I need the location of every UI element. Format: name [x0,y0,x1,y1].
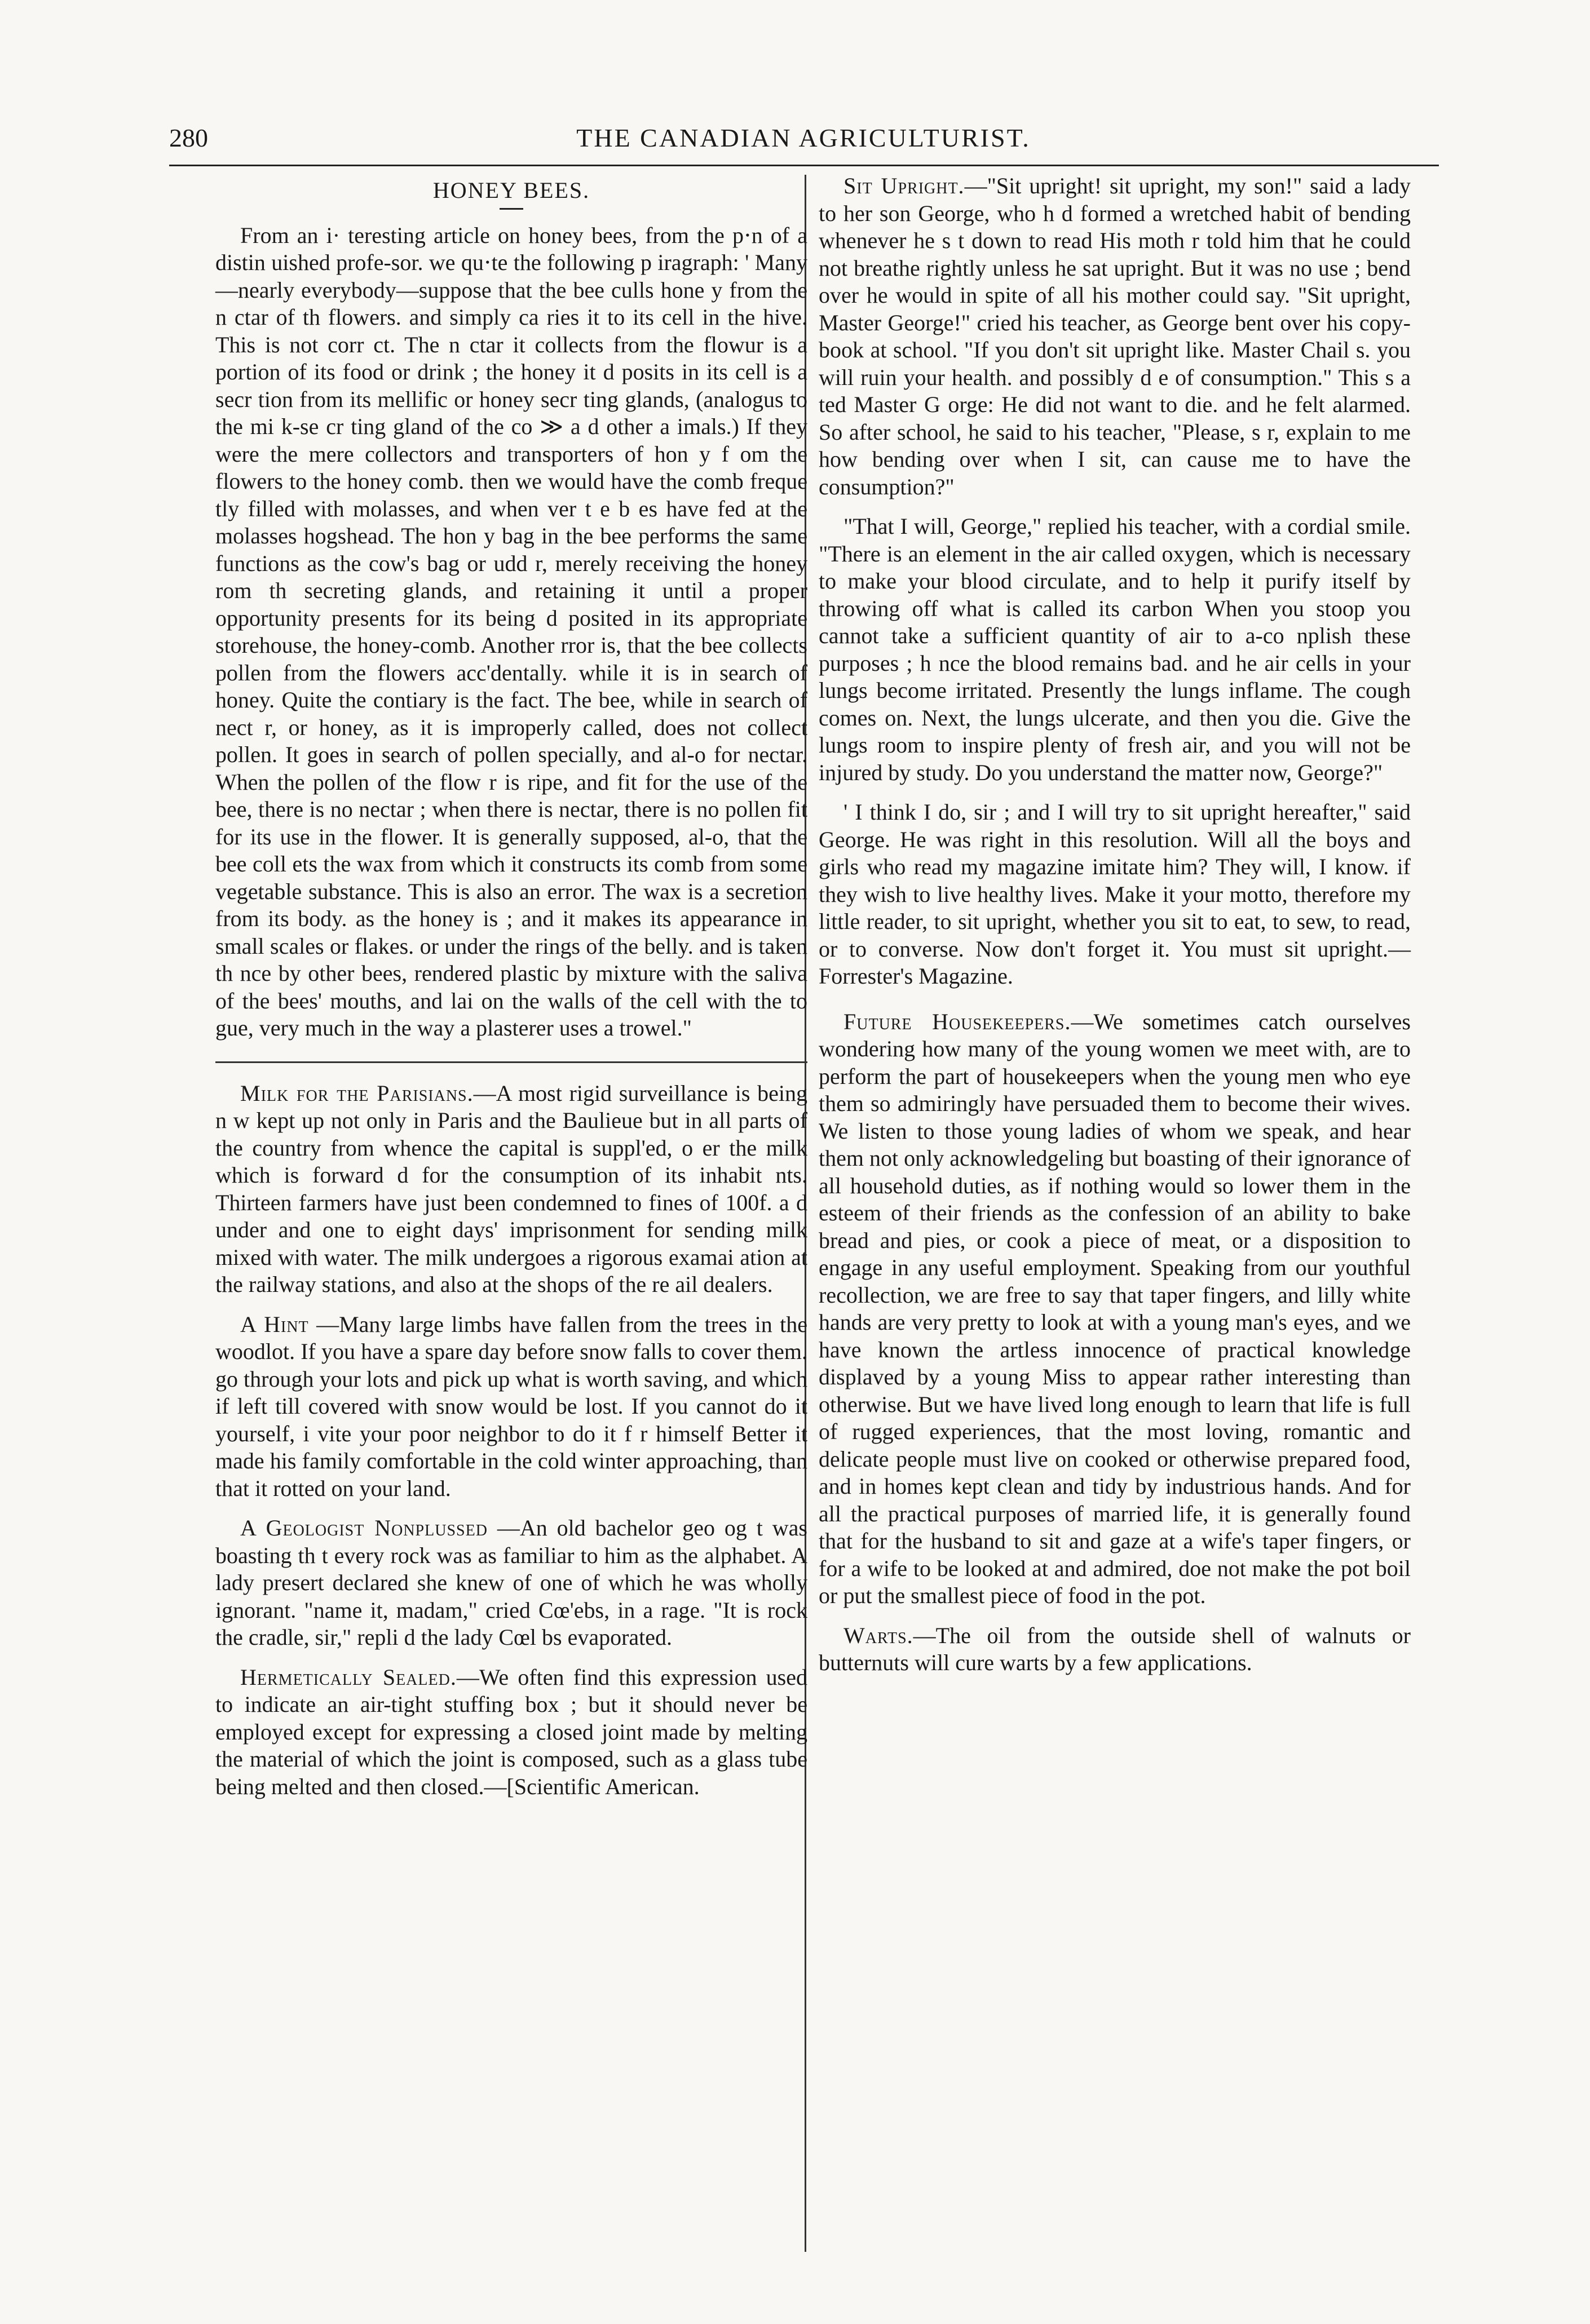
section-separator [215,1061,807,1063]
right-column [819,172,1411,1689]
sit-upright-lead: Sit Upright. [843,173,965,198]
hermetically-paragraph [215,1664,807,1801]
sit-upright-paragraph [819,172,1411,501]
honey-bees-text: From an i· teresting article on honey bees, from the p⋅n of a distin uished profe-sor. we qu⋅te the following p iragraph: ' Many—nearly everybody—suppose that the bee culls hone y from the n ctar of th flowers. and simply ca ries it to its cell in the hive. This is not corr ct. The n ctar it collects from the flowur is a portion of its food or drink ; the honey it d posits in its cell is a secr tion from its mellific or honey secr ting glands, (analogus to the mi k-se cr ting gland of the co ≫ a d other a imals.) If they were the mere collectors and transporters of hon y f om the flowers to the honey comb. then we would have the comb freque tly filled with molasses, and when ver t e b es have fed at the molasses hogshead. The hon y bag in the bee performs the same functions as the cow's bag or udd r, merely receiving the honey rom th secreting glands, and retaining it until a proper opportunity presents for its being d posited in its appropriate storehouse, the honey-comb. Another rror is, that the bee collects pollen from the flowers acc'dentally. while it is in search of honey. Quite the contiary is the fact. The bee, while in search of nect r, or honey, as it is improperly called, does not collect pollen. It goes in search of pollen specially, and al-o for nectar. When the pollen of the flow r is ripe, and fit for the use of the bee, there is no nectar ; when there is nectar, there is no pollen fit for its use in the flower. It is generally supposed, al-o, that the bee coll ets the wax from which it constructs its comb from some vegetable substance. This is also an error. The wax is a secretion from its body. as the honey is ; and it makes its appearance in small scales or flakes. or under the rings of the belly. and is taken th nce by other bees, rendered plastic by mixture with the saliva of the bees' mouths, and lai on the walls of the cell with the to gue, very much in the way a plasterer uses a trowel." [215,222,807,1041]
milk-lead: Milk for the Parisians. [240,1080,474,1106]
future-housekeepers-lead: Future Housekeepers. [843,1008,1071,1034]
geologist-lead: A Geologist Nonplussed [240,1515,488,1541]
page-header [169,123,1438,162]
header-rule [169,165,1439,166]
left-column [215,172,807,1813]
milk-text: —A most rigid surveillance is being n w kept up not only in Paris and the Baulieue but in all parts of the country from whence the capital is suppl'ed, o er the milk which is forward d for the consumption of its inhabit nts. Thirteen farmers have just been condemned to fines of 100f. a d under and one to eight days' imprisonment for sending milk mixed with water. The milk undergoes a rigorous examai ation at the railway stations, and also at the shops of the re ail dealers. [215,1080,807,1297]
hint-paragraph [215,1311,807,1503]
warts-paragraph [819,1622,1411,1677]
page-number: 280 [169,123,208,152]
honey-bees-heading: HONEY BEES. [432,178,590,203]
running-title: THE CANADIAN AGRICULTURIST. [576,123,1031,152]
hermetically-lead: Hermetically Sealed. [240,1664,457,1690]
future-housekeepers-text: —We sometimes catch ourselves wondering how many of the young women we meet with, are to perform the part of housekeepers when the young men who eye them so admiringly have persuaded them to become their wives. We listen to those young ladies of whom we speak, and hear them not only acknowledgeling but boasting of their ignorance of all household duties, as if nothing would so lower them in the esteem of their friends as the confession of an ability to bake bread and pies, or cook a piece of meat, or a disposition to engage in any useful employment. Speaking from our youthful recollection, we are free to say that taper fingers, and lilly white hands are very pretty to look at with a young man's eyes, and we have known the artless innocence of practical knowledge displaved by a young Miss to appear rather interesting than otherwise. But we have lived long enough to learn that life is full of rugged experiences, that the most loving, romantic and delicate people must live on cooked or otherwise prepared food, and in homes kept clean and tidy by industrious hands. And for all the practical purposes of married life, it is generally found that for the husband to sit and gaze at a wife's taper fingers, or for a wife to be looked at and admired, doe not make the pot boil or put the smallest piece of food in the pot. [819,1008,1411,1608]
heading-rule [500,208,523,210]
future-housekeepers-paragraph [819,1008,1411,1610]
geologist-paragraph [215,1515,807,1652]
sit-upright-text: —"Sit upright! sit upright, my son!" said a lady to her son George, who h d formed a wretched habit of bending whenever he s t down to read His moth r told him that he could not breathe rightly unless he sat upright. But it was no use ; bend over he would in spite of all his mother could say. "Sit upright, Master George!" cried his teacher, as George bent over his copy-book at school. "If you don't sit upright like. Master Chail s. you will ruin your health. and possibly d e of consumption." This s a ted Master G orge: He did not want to die. and he felt alarmed. So after school, he said to his teacher, "Please, s r, explain to me how bending over when I sit, can cause me to have the consumption?" [819,173,1411,499]
hint-lead: A Hint [240,1311,309,1337]
sit-upright-paragraph-2: "That I will, George," replied his teacher, with a cordial smile. "There is an element in the air called oxygen, which is necessary to make your blood circulate, and to help it purify itself by throwing off what is called its carbon When you stoop you cannot take a sufficient quantity of air to a-co nplish these purposes ; h nce the blood remains bad. and he air cells in your lungs become irritated. Presently the lungs inflame. The cough comes on. Next, the lungs ulcerate, and then you die. Give the lungs room to inspire plenty of fresh air, and you will not be injured by study. Do you understand the matter now, George?" [819,514,1411,785]
milk-paragraph [215,1080,807,1299]
warts-text: —The oil from the outside shell of walnuts or butternuts will cure warts by a few applications. [819,1622,1411,1675]
hint-text: —Many large limbs have fallen from the trees in the woodlot. If you have a spare day before snow falls to cover them. go through your lots and pick up what is worth saving, and which if left till covered with snow would be lost. If you cannot do it yourself, i vite your poor neighbor to do it f r himself Better it made his family comfortable in the cold winter approaching, than that it rotted on your land. [215,1311,807,1501]
warts-lead: Warts. [843,1622,913,1648]
spacer [819,1003,1411,1008]
geologist-text: —An old bachelor geo og t was boasting th t every rock was as familiar to him as the alphabet. A lady presert declared she knew of one of which he was wholly ignorant. "name it, madam," cried Cœ'ebs, in a rage. "It is rock the cradle, sir," repli d the lady Cœl bs evaporated. [215,1515,807,1650]
sit-upright-paragraph-3: ' I think I do, sir ; and I will try to sit upright hereafter," said George. He was right in this resolution. Will all the boys and girls who read my magazine imitate him? They will, I know. if they wish to live healthy lives. Make it your motto, therefore my little reader, to sit upright, whether you sit to eat, to sew, to read, or to converse. Now don't forget it. You must sit upright.—Forrester's Magazine. [819,799,1411,989]
hermetically-text: —We often find this expression used to indicate an air-tight stuffing box ; but it should never be employed except for expressing a closed joint made by melting the material of which the joint is composed, such as a glass tube being melted and then closed.—[Scientific American. [215,1664,807,1799]
